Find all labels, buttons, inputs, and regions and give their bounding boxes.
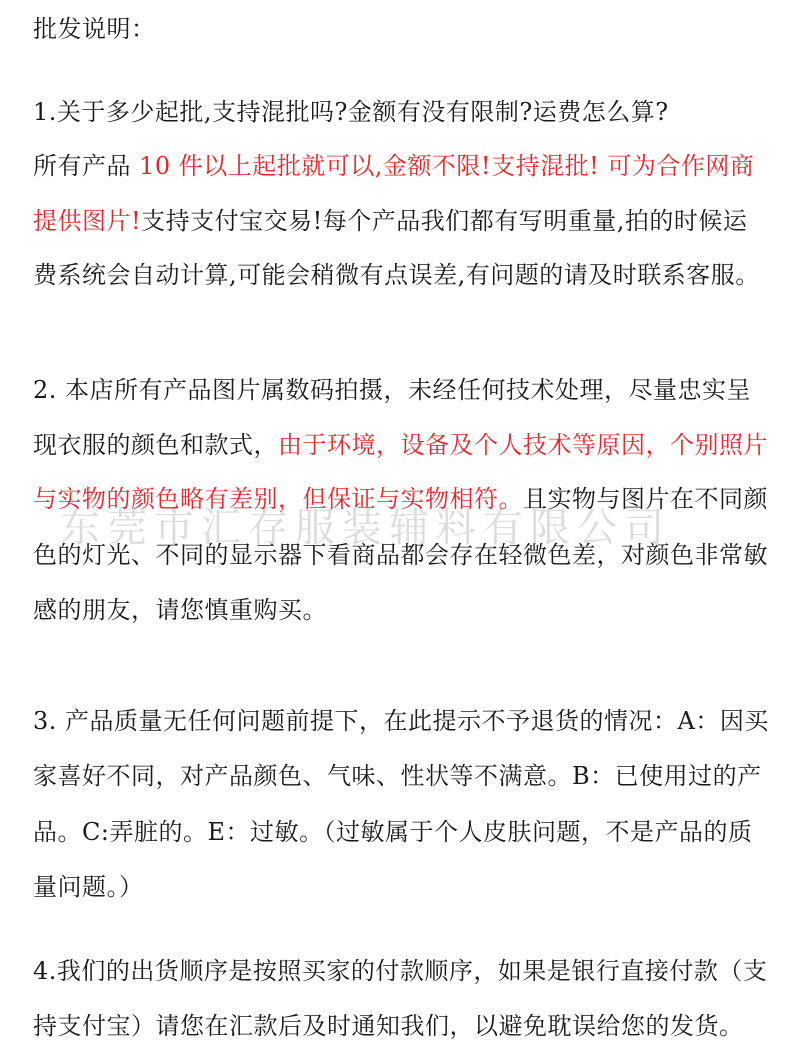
- section-1-line-2: [33, 151, 754, 181]
- text-run: 1.关于多少起批,支持混批吗?金额有没有限制?运费怎么算?: [33, 98, 669, 126]
- company-watermark: 东莞市汇存服装辅料有限公司: [60, 505, 671, 551]
- highlight-text: 提供图片!: [33, 207, 142, 235]
- text-run: 品。C:弄脏的。E：过敏。（过敏属于个人皮肤问题，不是产品的质: [33, 818, 753, 846]
- section-1-line-4: [33, 260, 760, 290]
- highlight-text: 由于环境，设备及个人技术等原因，个别照片: [278, 431, 768, 459]
- text-run: 现衣服的颜色和款式，: [33, 431, 278, 459]
- section-2-line-4: [33, 540, 768, 570]
- section-2-line-3: [33, 484, 768, 514]
- text-run: 3. 产品质量无任何问题前提下，在此提示不予退货的情况：A：因买: [33, 707, 769, 735]
- page-title: 批发说明：: [33, 15, 156, 43]
- text-run: 所有产品: [33, 152, 140, 180]
- section-3-line-1: [33, 706, 769, 736]
- section-4-line-1: [33, 956, 767, 986]
- highlight-text: 与实物的颜色略有差别，但保证与实物相符。: [33, 485, 523, 513]
- text-run: 持支付宝）请您在汇款后及时通知我们，以避免耽误给您的发货。: [33, 1012, 744, 1040]
- text-run: 支持支付宝交易!每个产品我们都有写明重量,拍的时候运: [141, 207, 748, 235]
- section-3-line-3: [33, 817, 752, 847]
- text-run: 费系统会自动计算,可能会稍微有点误差,有问题的请及时联系客服。: [33, 261, 760, 289]
- section-2-line-1: [33, 375, 751, 405]
- text-run: 2. 本店所有产品图片属数码拍摄，未经任何技术处理，尽量忠实呈: [33, 376, 752, 404]
- text-run: 色的灯光、不同的显示器下看商品都会存在轻微色差，对颜色非常敏: [33, 541, 768, 569]
- highlight-text: 10 件以上起批就可以,金额不限!支持混批! 可为合作网商: [139, 152, 755, 180]
- section-2-line-5: [33, 595, 327, 625]
- text-run: 量问题。）: [33, 873, 144, 901]
- section-1-line-1: [33, 97, 669, 127]
- section-3-line-4: [33, 872, 144, 902]
- text-run: 家喜好不同，对产品颜色、气味、性状等不满意。B：已使用过的产: [33, 762, 762, 790]
- text-run: 感的朋友，请您慎重购买。: [33, 596, 327, 624]
- section-1-line-3: [33, 206, 747, 236]
- section-4-line-2: [33, 1011, 744, 1041]
- text-run: 且实物与图片在不同颜: [523, 485, 768, 513]
- section-3-line-2: [33, 761, 762, 791]
- section-2-line-2: [33, 430, 768, 460]
- text-run: 4.我们的出货顺序是按照买家的付款顺序，如果是银行直接付款（支: [33, 957, 768, 985]
